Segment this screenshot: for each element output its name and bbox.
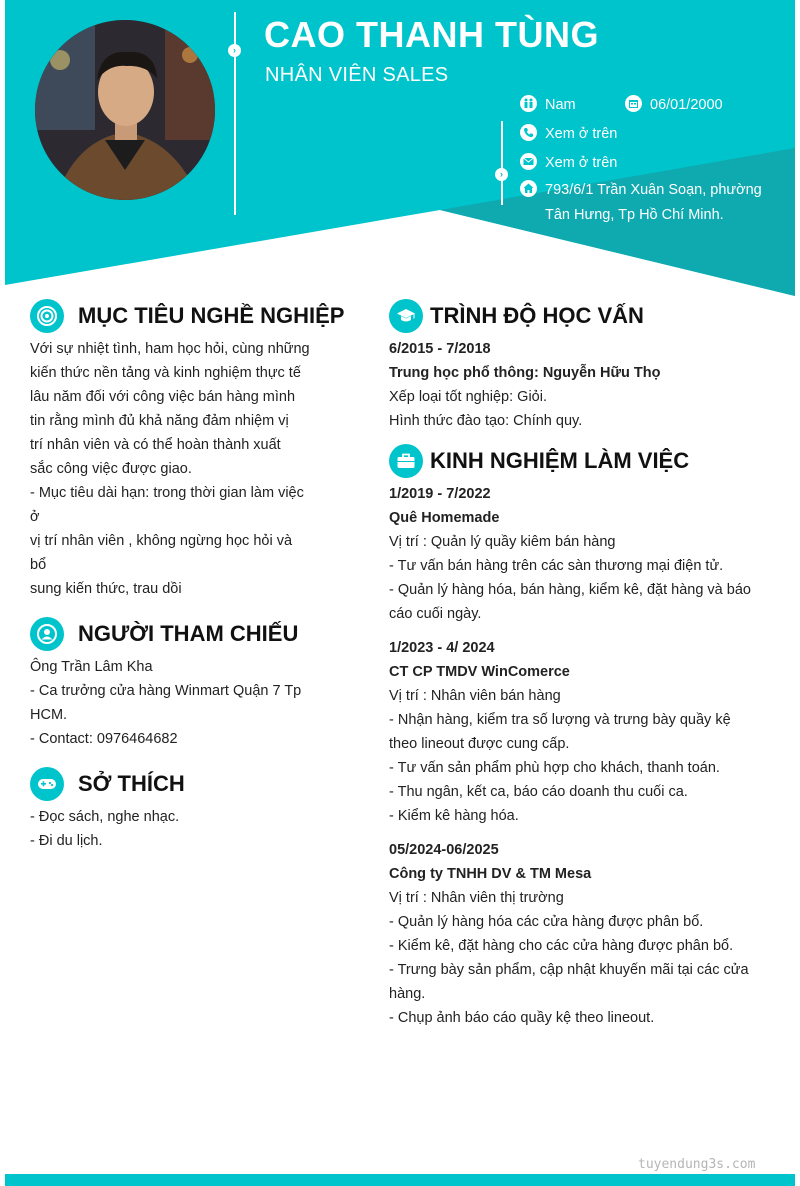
objective-line: Với sự nhiệt tình, ham học hỏi, cùng những	[30, 341, 310, 357]
job-company: CT CP TMDV WinComerce	[389, 664, 570, 680]
watermark: tuyendung3s.com	[638, 1157, 756, 1172]
gender-icon	[520, 95, 537, 112]
job-line: hàng.	[389, 986, 426, 1002]
footer-bar	[5, 1174, 795, 1186]
job-line: - Kiểm kê, đặt hàng cho các cửa hàng được phân bổ.	[389, 938, 734, 954]
job-line: - Trưng bày sản phẩm, cập nhật khuyến mãi tại các cửa	[389, 962, 749, 978]
home-icon	[520, 180, 537, 197]
timeline-dot-icon: ›	[228, 44, 241, 57]
email-value: Xem ở trên	[545, 155, 618, 171]
hobby-line: - Đi du lịch.	[30, 833, 103, 849]
job-line: - Quản lý hàng hóa, bán hàng, kiểm kê, đặt hàng và báo	[389, 582, 751, 598]
job-line: cáo cuối ngày.	[389, 606, 482, 622]
experience-job	[389, 838, 760, 1030]
calendar-icon	[625, 95, 642, 112]
objective-text	[30, 337, 313, 601]
experience-job	[389, 482, 760, 626]
objective-line: bổ	[30, 557, 47, 573]
job-line: Vị trí : Nhân viên thị trường	[389, 890, 564, 906]
job-period: 05/2024-06/2025	[389, 842, 499, 858]
phone-icon	[520, 124, 537, 141]
objective-line: tin rằng mình đủ khả năng đảm nhiệm vị	[30, 413, 289, 429]
job-line: - Chụp ảnh báo cáo quầy kệ theo lineout.	[389, 1010, 655, 1026]
job-company: Công ty TNHH DV & TM Mesa	[389, 866, 592, 882]
job-period: 1/2019 - 7/2022	[389, 486, 491, 502]
reference-line: - Ca trưởng cửa hàng Winmart Quận 7 Tp	[30, 683, 302, 699]
objective-line: lâu năm đối với công việc bán hàng mình	[30, 389, 296, 405]
experience-job	[389, 636, 760, 828]
objective-line: sung kiến thức, trau dồi	[30, 581, 182, 597]
job-line: - Thu ngân, kết ca, báo cáo doanh thu cuối ca.	[389, 784, 688, 800]
reference-line: Ông Trần Lâm Kha	[30, 659, 153, 675]
job-line: - Quản lý hàng hóa các cửa hàng được phân bổ.	[389, 914, 704, 930]
hobbies-text	[30, 805, 313, 853]
education-title: TRÌNH ĐỘ HỌC VẤN	[430, 303, 644, 328]
email-icon	[520, 153, 537, 170]
objective-line: vị trí nhân viên , không ngừng học hỏi và	[30, 533, 293, 549]
education-heading	[389, 299, 644, 333]
phone-value: Xem ở trên	[545, 126, 618, 142]
contact-dot-icon: ›	[495, 168, 508, 181]
birthday-info	[625, 95, 723, 113]
objective-title: MỤC TIÊU NGHỀ NGHIỆP	[78, 303, 345, 328]
education-school: Trung học phổ thông: Nguyễn Hữu Thọ	[389, 365, 661, 381]
reference-line: - Contact: 0976464682	[30, 731, 178, 747]
address-info	[520, 178, 762, 228]
objective-line: ở	[30, 509, 40, 525]
timeline-line	[234, 12, 236, 215]
reference-heading	[30, 617, 298, 651]
job-line: - Nhận hàng, kiểm tra số lượng và trưng bày quầy kệ	[389, 712, 731, 728]
gender-info	[520, 95, 576, 113]
graduation-cap-icon	[389, 299, 423, 333]
gamepad-icon	[30, 767, 64, 801]
job-line: - Kiểm kê hàng hóa.	[389, 808, 519, 824]
user-icon	[30, 617, 64, 651]
job-line: theo lineout được cung cấp.	[389, 736, 570, 752]
experience-title: KINH NGHIỆM LÀM VIỆC	[430, 448, 690, 473]
objective-line: - Mục tiêu dài hạn: trong thời gian làm việc	[30, 485, 304, 501]
objective-heading	[30, 299, 344, 333]
briefcase-icon	[389, 444, 423, 478]
job-line: - Tư vấn bán hàng trên các sàn thương mại điện tử.	[389, 558, 724, 574]
birthday-value: 06/01/2000	[650, 97, 723, 113]
avatar	[35, 20, 215, 200]
job-period: 1/2023 - 4/ 2024	[389, 640, 495, 656]
phone-info	[520, 124, 617, 142]
job-line: - Tư vấn sản phẩm phù hợp cho khách, thanh toán.	[389, 760, 720, 776]
reference-text	[30, 655, 313, 751]
education-line: Xếp loại tốt nghiệp: Giỏi.	[389, 389, 547, 405]
education-line: Hình thức đào tạo: Chính quy.	[389, 413, 583, 429]
full-name: CAO THANH TÙNG	[264, 14, 599, 55]
job-line: Vị trí : Nhân viên bán hàng	[389, 688, 561, 704]
job-company: Quê Homemade	[389, 510, 500, 526]
hobbies-title: SỞ THÍCH	[78, 771, 185, 796]
experience-heading	[389, 444, 689, 478]
education-period: 6/2015 - 7/2018	[389, 341, 491, 357]
hobby-line: - Đọc sách, nghe nhạc.	[30, 809, 180, 825]
address-line-2: Tân Hưng, Tp Hồ Chí Minh.	[545, 207, 724, 223]
target-icon	[30, 299, 64, 333]
email-info	[520, 153, 617, 171]
hobbies-heading	[30, 767, 185, 801]
reference-title: NGƯỜI THAM CHIẾU	[78, 621, 299, 646]
objective-line: sắc công việc được giao.	[30, 461, 192, 477]
job-line: Vị trí : Quản lý quầy kiêm bán hàng	[389, 534, 616, 550]
education-text	[389, 337, 769, 433]
objective-line: kiến thức nền tảng và kinh nghiệm thực tế	[30, 365, 301, 381]
contact-line	[501, 121, 503, 205]
address-line-1: 793/6/1 Trần Xuân Soạn, phường	[545, 182, 762, 198]
gender-value: Nam	[545, 97, 576, 113]
objective-line: trí nhân viên và có thể hoàn thành xuất	[30, 437, 281, 453]
portrait-photo	[35, 20, 215, 200]
reference-line: HCM.	[30, 707, 68, 723]
job-title: NHÂN VIÊN SALES	[265, 64, 449, 86]
